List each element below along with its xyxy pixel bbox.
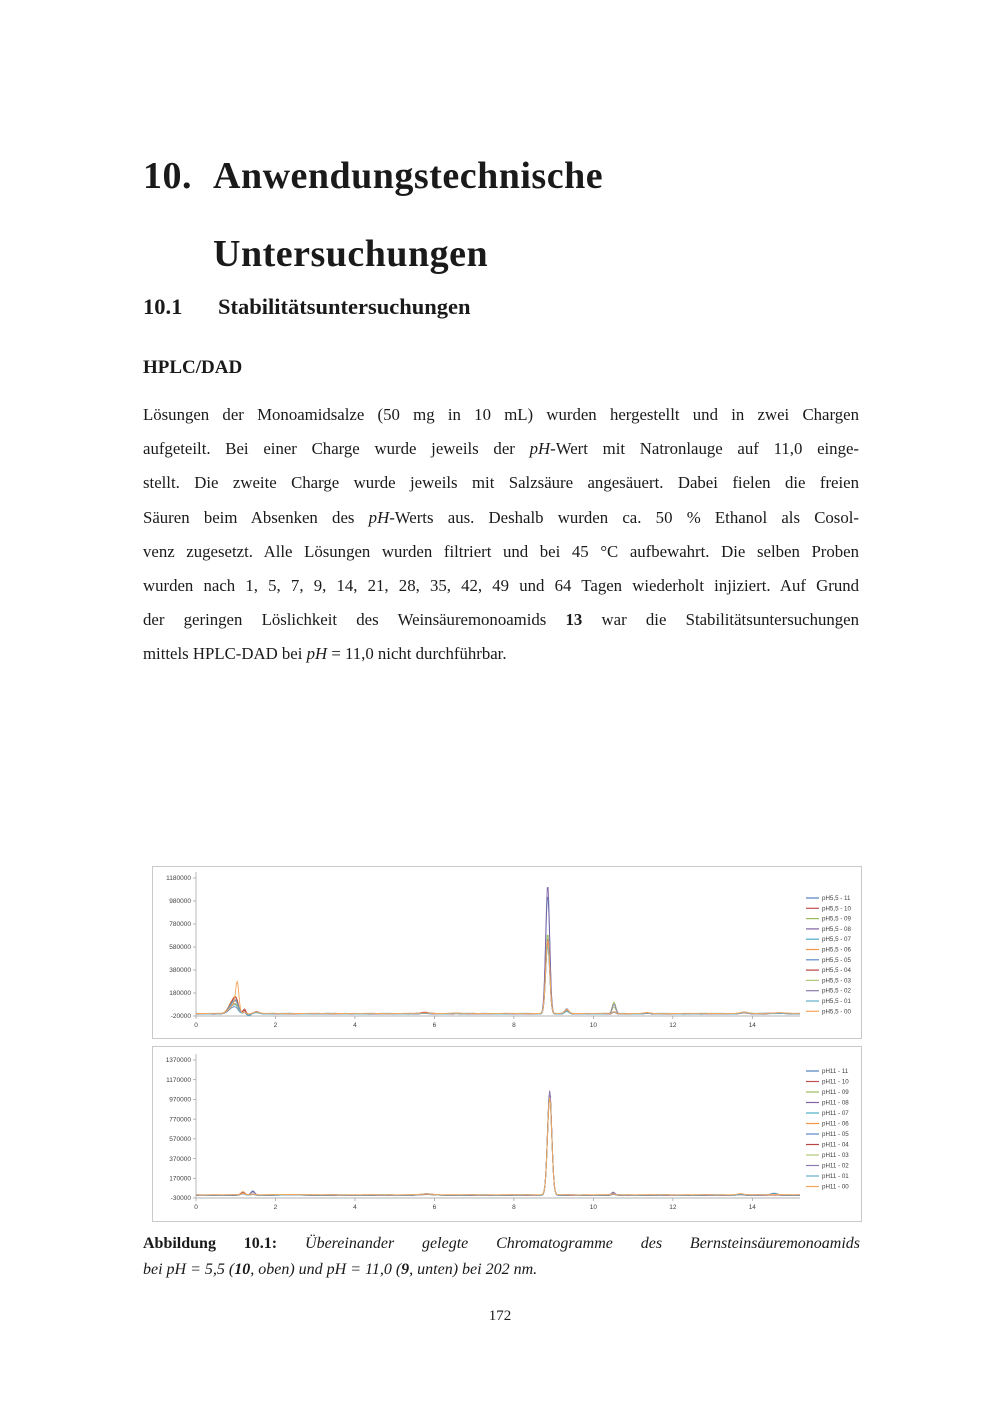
legend-label: pH5,5 - 00 <box>822 1008 851 1016</box>
svg-text:1370000: 1370000 <box>165 1057 191 1065</box>
figure-caption <box>143 1231 860 1282</box>
text-line: Säuren beim Absenken des pH-Werts aus. Deshalb wurden ca. 50 % Ethanol als Cosol- <box>143 507 859 527</box>
legend-label: pH5,5 - 06 <box>822 946 851 954</box>
svg-text:580000: 580000 <box>169 944 191 952</box>
text-line: Lösungen der Monoamidsalze (50 mg in 10 mL) wurden hergestellt und in zwei Chargen <box>143 405 859 424</box>
text-line: stellt. Die zweite Charge wurde jeweils mit Salzsäure angesäuert. Dabei fielen die freien <box>143 473 859 493</box>
chromatogram-svg <box>152 866 862 1039</box>
svg-text:370000: 370000 <box>169 1155 191 1163</box>
svg-text:970000: 970000 <box>169 1096 191 1104</box>
section-title: Stabilitätsuntersuchungen <box>218 294 471 319</box>
svg-text:180000: 180000 <box>169 990 191 998</box>
chromatogram-chart-ph5-5 <box>152 866 862 1044</box>
text-line: mittels HPLC-DAD bei pH = 11,0 nicht durchführbar. <box>143 644 507 664</box>
text-line: der geringen Löslichkeit des Weinsäuremonoamids 13 war die Stabilitätsuntersuchungen <box>143 610 859 630</box>
svg-text:170000: 170000 <box>169 1175 191 1183</box>
legend-label: pH11 - 01 <box>822 1173 849 1180</box>
svg-text:12: 12 <box>669 1022 677 1029</box>
legend-label: pH5,5 - 05 <box>822 956 851 964</box>
legend-label: pH11 - 03 <box>822 1152 849 1159</box>
chapter-title-line2: Untersuchungen <box>213 233 489 275</box>
svg-text:2: 2 <box>273 1204 278 1211</box>
svg-text:-30000: -30000 <box>170 1195 191 1203</box>
body-paragraph <box>143 398 859 672</box>
legend-label: pH5,5 - 07 <box>822 936 851 944</box>
page-number: 172 <box>488 1308 512 1324</box>
svg-text:8: 8 <box>512 1022 516 1029</box>
legend-label: pH5,5 - 11 <box>822 895 851 902</box>
legend-label: pH11 - 08 <box>822 1099 849 1107</box>
text-line: wurden nach 1, 5, 7, 9, 14, 21, 28, 35, 42, 49 und 64 Tagen wiederholt injiziert. Auf Grund <box>143 576 859 596</box>
legend-label: pH11 - 05 <box>822 1131 849 1138</box>
legend-label: pH11 - 04 <box>822 1141 849 1149</box>
chapter-number: 10. <box>143 155 192 197</box>
legend-label: pH11 - 00 <box>822 1183 849 1191</box>
legend-label: pH11 - 10 <box>822 1078 849 1086</box>
chapter-title-line1: Anwendungstechnische <box>213 155 604 197</box>
legend-label: pH5,5 - 02 <box>822 987 851 995</box>
text-line: aufgeteilt. Bei einer Charge wurde jeweils der pH-Wert mit Natronlauge auf 11,0 einge- <box>143 439 859 459</box>
svg-text:0: 0 <box>194 1204 198 1211</box>
svg-text:4: 4 <box>353 1204 357 1211</box>
chapter-heading <box>143 137 603 293</box>
legend-label: pH11 - 02 <box>822 1162 849 1170</box>
svg-text:2: 2 <box>273 1022 278 1029</box>
legend-label: pH11 - 06 <box>822 1120 849 1128</box>
legend-label: pH5,5 - 08 <box>822 925 851 933</box>
svg-text:980000: 980000 <box>169 898 191 906</box>
legend-label: pH5,5 - 10 <box>822 905 851 913</box>
section-heading <box>143 294 471 320</box>
svg-text:570000: 570000 <box>169 1136 191 1144</box>
svg-text:-20000: -20000 <box>170 1013 191 1021</box>
subsection-heading: HPLC/DAD <box>143 357 243 378</box>
legend-label: pH5,5 - 01 <box>822 998 851 1005</box>
legend-label: pH11 - 09 <box>822 1089 849 1096</box>
section-number: 10.1 <box>143 294 183 319</box>
svg-text:10: 10 <box>589 1204 597 1211</box>
svg-text:1170000: 1170000 <box>166 1076 191 1084</box>
legend-label: pH5,5 - 09 <box>822 915 851 923</box>
text-line: bei pH = 5,5 (10, oben) und pH = 11,0 (9, unten) bei 202 nm. <box>143 1260 538 1278</box>
text-line: Abbildung 10.1: Übereinander gelegte Chromatogramme des Bernsteinsäuremonoamids <box>143 1235 860 1252</box>
svg-text:6: 6 <box>432 1204 437 1211</box>
svg-text:10: 10 <box>589 1022 597 1029</box>
svg-text:780000: 780000 <box>169 921 191 929</box>
legend-label: pH11 - 07 <box>822 1110 849 1117</box>
svg-text:0: 0 <box>194 1022 198 1029</box>
svg-text:1180000: 1180000 <box>166 875 191 883</box>
svg-text:6: 6 <box>432 1022 437 1029</box>
svg-text:12: 12 <box>669 1204 677 1211</box>
text-line: venz zugesetzt. Alle Lösungen wurden filtriert und bei 45 °C aufbewahrt. Die selben Proben <box>143 541 859 561</box>
svg-text:14: 14 <box>748 1204 756 1211</box>
svg-text:4: 4 <box>353 1022 357 1029</box>
svg-text:8: 8 <box>512 1204 516 1211</box>
svg-text:380000: 380000 <box>169 967 191 975</box>
legend-label: pH5,5 - 03 <box>822 977 851 985</box>
legend-label: pH5,5 - 04 <box>822 967 851 975</box>
legend-label: pH11 - 11 <box>822 1068 849 1075</box>
chromatogram-svg <box>152 1046 862 1222</box>
svg-text:14: 14 <box>748 1022 756 1029</box>
chromatogram-chart-ph11 <box>152 1046 862 1227</box>
svg-text:770000: 770000 <box>169 1116 191 1124</box>
chapter-heading-line1 <box>143 137 603 215</box>
